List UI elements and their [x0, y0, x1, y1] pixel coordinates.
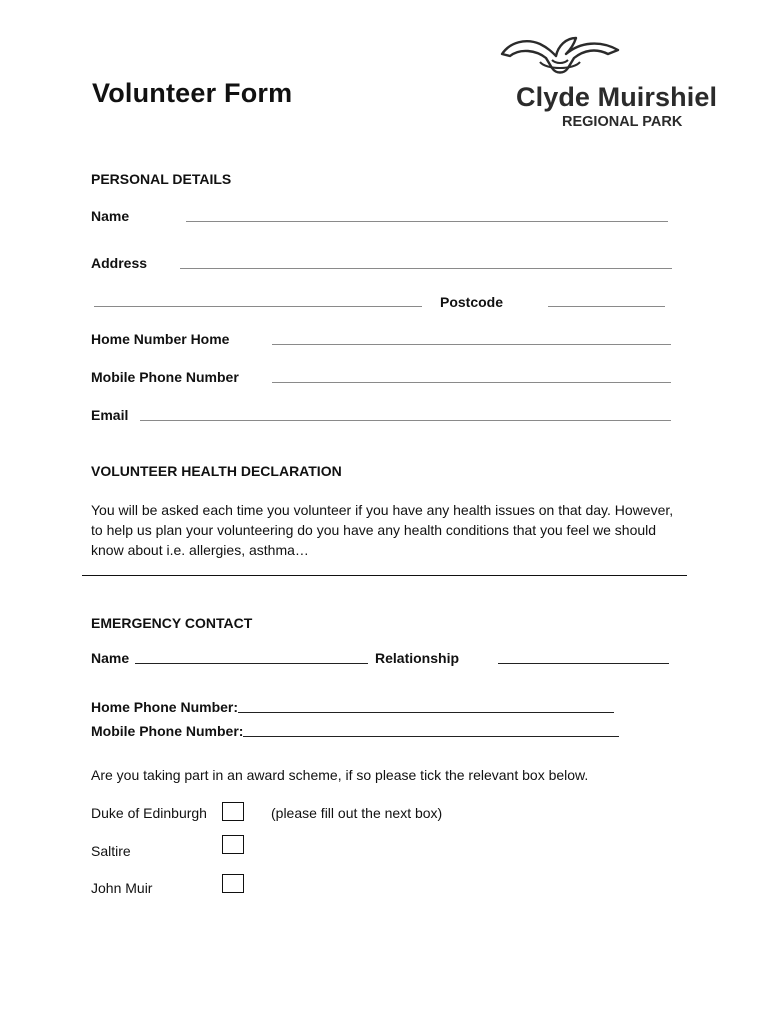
- logo-subtitle: REGIONAL PARK: [562, 114, 683, 130]
- health-text-line: know about i.e. allergies, asthma…: [91, 542, 309, 558]
- mobile-phone-field[interactable]: [243, 736, 619, 737]
- emergency-contact-heading: EMERGENCY CONTACT: [91, 615, 253, 631]
- award-option-label: John Muir: [91, 880, 153, 896]
- home-number-label: Home Number Home: [91, 331, 230, 347]
- award-option-label: Saltire: [91, 843, 131, 859]
- mobile-phone-label: Mobile Phone Number:: [91, 723, 244, 739]
- award-scheme-prompt: Are you taking part in an award scheme, if so please tick the relevant box below.: [91, 767, 589, 783]
- page-title: Volunteer Form: [92, 78, 293, 108]
- park-logo: [496, 34, 746, 134]
- postcode-field[interactable]: [548, 306, 665, 307]
- emergency-name-label: Name: [91, 650, 130, 666]
- bird-logo-icon: [496, 34, 626, 80]
- name-label: Name: [91, 208, 130, 224]
- health-declaration-heading: VOLUNTEER HEALTH DECLARATION: [91, 463, 342, 479]
- award-option-label: Duke of Edinburgh: [91, 805, 207, 821]
- health-text-line: You will be asked each time you volunteer if you have any health issues on that day. However,: [91, 502, 674, 518]
- health-text-line: to help us plan your volunteering do you have any health conditions that you feel we should: [91, 522, 657, 538]
- address-field-line-2[interactable]: [94, 306, 422, 307]
- mobile-number-field[interactable]: [272, 382, 671, 383]
- name-field[interactable]: [186, 221, 668, 222]
- duke-of-edinburgh-checkbox[interactable]: [222, 802, 244, 821]
- john-muir-checkbox[interactable]: [222, 874, 244, 893]
- mobile-number-label: Mobile Phone Number: [91, 369, 239, 385]
- saltire-checkbox[interactable]: [222, 835, 244, 854]
- home-number-field[interactable]: [272, 344, 671, 345]
- home-phone-label: Home Phone Number:: [91, 699, 239, 715]
- address-field-line-1[interactable]: [180, 268, 672, 269]
- email-field[interactable]: [140, 420, 671, 421]
- address-label: Address: [91, 255, 148, 271]
- relationship-label: Relationship: [375, 650, 460, 666]
- relationship-field[interactable]: [498, 663, 669, 664]
- postcode-label: Postcode: [440, 294, 504, 310]
- health-answer-line[interactable]: [82, 575, 687, 576]
- home-phone-field[interactable]: [238, 712, 614, 713]
- personal-details-heading: PERSONAL DETAILS: [91, 171, 232, 187]
- award-option-note: (please fill out the next box): [271, 805, 443, 821]
- emergency-name-field[interactable]: [135, 663, 368, 664]
- email-label: Email: [91, 407, 129, 423]
- logo-name: Clyde Muirshiel: [516, 82, 718, 112]
- health-declaration-text: [91, 500, 691, 560]
